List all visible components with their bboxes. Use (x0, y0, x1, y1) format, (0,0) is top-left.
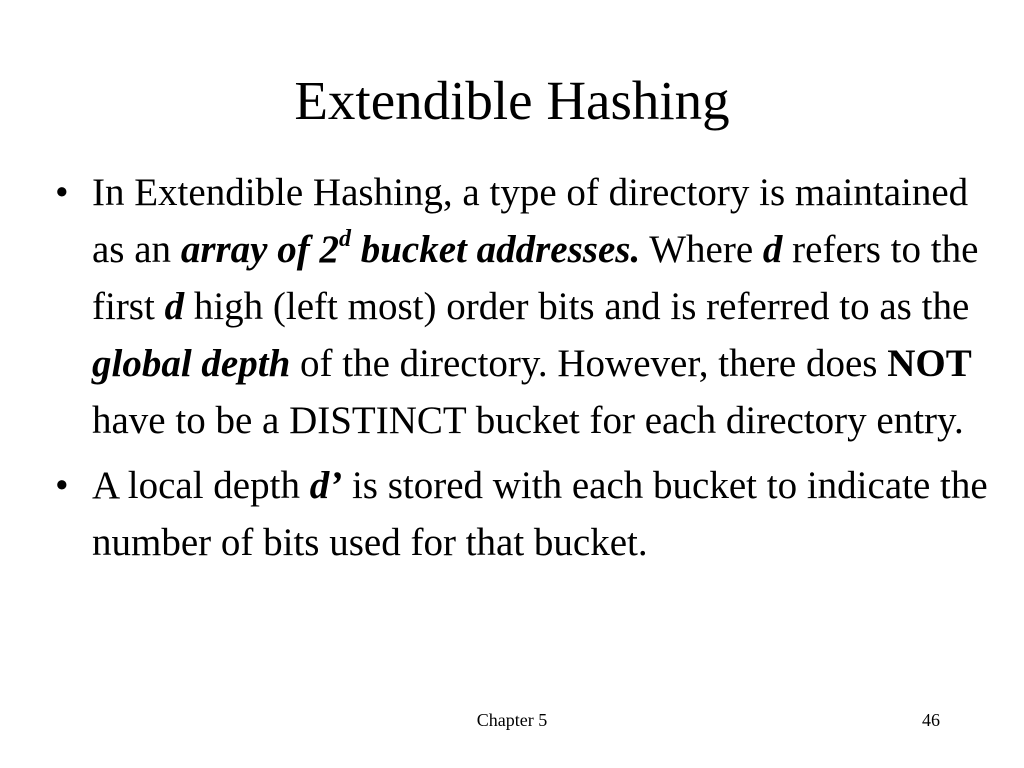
bullet-list (55, 164, 995, 579)
emphasis-global-depth: global depth (92, 342, 291, 385)
bullet-item-directory (55, 164, 995, 449)
text-segment: bucket addresses. (350, 228, 641, 271)
text-segment: array of 2 (180, 228, 339, 271)
footer-page-number: 46 (922, 710, 940, 730)
bullet-icon: • (55, 464, 69, 507)
text-segment: have to be a DISTINCT bucket for each directory entry. (92, 399, 964, 442)
text-segment: of the directory. However, there does (290, 342, 888, 385)
text-segment: refers to the first (92, 228, 979, 328)
bullet-item-local-depth (55, 457, 995, 571)
text-segment: Where (640, 228, 763, 271)
slide-title: Extendible Hashing (294, 70, 730, 131)
emphasis-array (181, 228, 640, 271)
text-segment: is stored with each bucket to indicate the number of bits used for that bucket. (92, 464, 988, 564)
bullet-icon: • (55, 171, 69, 214)
text-segment: high (left most) order bits and is referred to as the (184, 285, 970, 328)
text-segment: A local depth (92, 464, 310, 507)
emphasis-not: NOT (887, 342, 972, 385)
superscript-d: d (338, 226, 351, 252)
emphasis-d-prime: d’ (309, 464, 343, 507)
emphasis-d: d (762, 228, 783, 271)
text-segment: In Extendible Hashing, a type of directory is maintained as an (92, 171, 969, 271)
emphasis-d: d (164, 285, 185, 328)
footer-chapter: Chapter 5 (476, 710, 548, 730)
